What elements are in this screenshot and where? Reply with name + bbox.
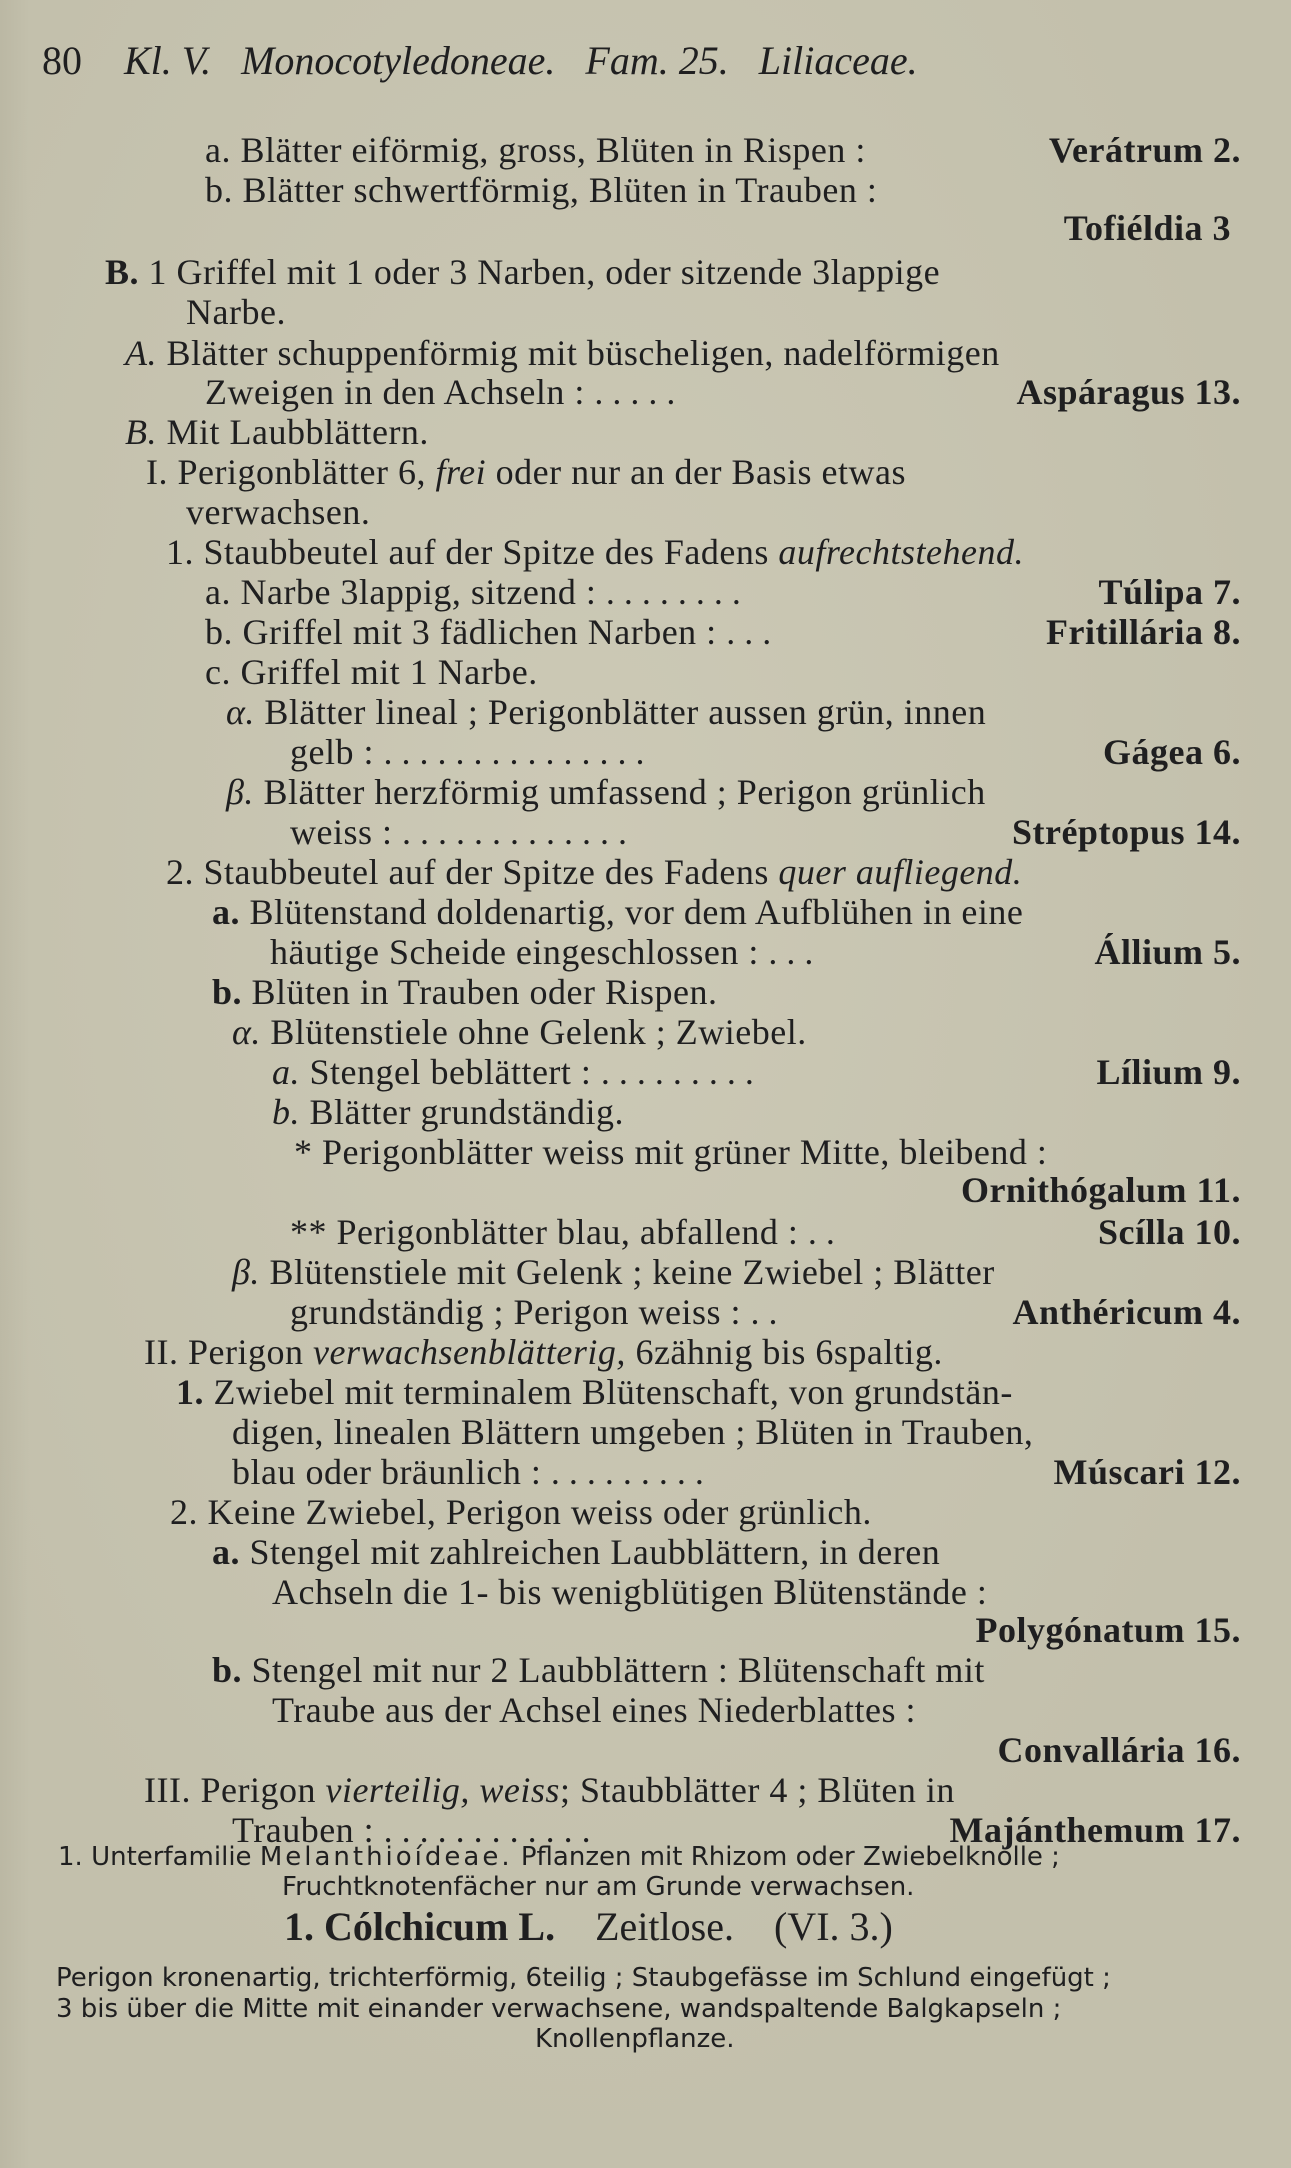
key-line: 2. Keine Zwiebel, Perigon weiss oder grünlich. xyxy=(170,1492,872,1532)
family-number: Fam. 25. xyxy=(585,38,729,83)
running-header xyxy=(42,38,948,84)
key-line: digen, linealen Blättern umgeben ; Blüten in Trauben, xyxy=(232,1412,1034,1452)
key-line: grundständig ; Perigon weiss : .. xyxy=(290,1292,787,1332)
genus-heading xyxy=(284,1904,893,1950)
key-line: ** Perigonblätter blau, abfallend : .. xyxy=(290,1212,844,1252)
key-line: Zweigen in den Achseln : ..... xyxy=(205,372,685,412)
key-line: b. Blätter grundständig. xyxy=(272,1092,624,1132)
key-line: weiss : ............. xyxy=(290,812,636,852)
key-line: b. Griffel mit 3 fädlichen Narben : ... xyxy=(205,612,781,652)
key-line: häutige Scheide eingeschlossen : ... xyxy=(270,932,823,972)
genus-ref: Túlipa 7. xyxy=(1098,572,1241,612)
family-name: Liliaceae. xyxy=(758,38,918,83)
genus-ref: Gágea 6. xyxy=(1103,732,1241,772)
genus-ref: Anthéricum 4. xyxy=(1012,1292,1241,1332)
key-line: gelb : ............... xyxy=(290,732,654,772)
genus-name: 1. Cólchicum L. xyxy=(284,1904,556,1949)
description-line: 3 bis über die Mitte mit einander verwachsene, wandspaltende Balgkapseln ; xyxy=(56,1994,1062,2024)
description-line: Knollenpflanze. xyxy=(535,2024,735,2054)
genus-ref: Ornithógalum 11. xyxy=(960,1170,1241,1210)
key-line: a. Narbe 3lappig, sitzend : ........ xyxy=(205,572,750,612)
genus-ref: Scílla 10. xyxy=(1097,1212,1241,1252)
key-line: * Perigonblätter weiss mit grüner Mitte, bleibend : xyxy=(294,1132,1048,1172)
key-line: B. 1 Griffel mit 1 oder 3 Narben, oder sitzende 3lappige xyxy=(105,252,941,292)
key-line: β. Blütenstiele mit Gelenk ; keine Zwiebel ; Blätter xyxy=(232,1252,995,1292)
description-line: Perigon kronenartig, trichterförmig, 6teilig ; Staubgefässe im Schlund eingefügt ; xyxy=(56,1963,1111,1993)
class-label: Kl. V. xyxy=(124,38,212,83)
key-line: B. Mit Laubblättern. xyxy=(125,412,429,452)
genus-ref: Majánthemum 17. xyxy=(949,1810,1241,1850)
key-line: c. Griffel mit 1 Narbe. xyxy=(205,652,538,692)
key-line: Narbe. xyxy=(186,292,286,332)
genus-ref: Polygónatum 15. xyxy=(975,1610,1241,1650)
subfamily-line: Fruchtknotenfächer nur am Grunde verwachsen. xyxy=(282,1872,915,1902)
flowering-time: (VI. 3.) xyxy=(773,1904,893,1949)
genus-common-name: Zeitlose. xyxy=(595,1904,734,1949)
key-line: Traube aus der Achsel eines Niederblattes : xyxy=(272,1690,916,1730)
genus-ref: Múscari 12. xyxy=(1053,1452,1241,1492)
key-line: a. Stengel mit zahlreichen Laubblättern, in deren xyxy=(212,1532,941,1572)
key-line: I. Perigonblätter 6, frei oder nur an der Basis etwas xyxy=(146,452,906,492)
genus-ref: Tofiéldia 3 xyxy=(1063,208,1231,248)
genus-ref: Fritillária 8. xyxy=(1046,612,1241,652)
key-line: b. Blüten in Trauben oder Rispen. xyxy=(212,972,718,1012)
key-line: b. Stengel mit nur 2 Laubblättern : Blütenschaft mit xyxy=(212,1650,985,1690)
page-number: 80 xyxy=(42,38,82,83)
key-line: Achseln die 1- bis wenigblütigen Blütenstände : xyxy=(272,1572,988,1612)
key-line: A. Blätter schuppenförmig mit büscheligen, nadelförmigen xyxy=(125,333,1000,373)
genus-ref: Convallária 16. xyxy=(997,1730,1241,1770)
key-line: blau oder bräunlich : ......... xyxy=(232,1452,713,1492)
key-line: α. Blätter lineal ; Perigonblätter aussen grün, innen xyxy=(226,692,987,732)
key-line: a. Stengel beblättert : ......... xyxy=(272,1052,763,1092)
key-line: 1. Staubbeutel auf der Spitze des Fadens aufrechtstehend. xyxy=(166,532,1024,572)
key-line: β. Blätter herzförmig umfassend ; Perigon grünlich xyxy=(226,772,986,812)
genus-ref: Aspáragus 13. xyxy=(1016,372,1241,412)
genus-ref: Lílium 9. xyxy=(1096,1052,1241,1092)
genus-ref: Verátrum 2. xyxy=(1048,130,1241,170)
key-line: Trauben : ............ xyxy=(232,1810,600,1850)
key-line: verwachsen. xyxy=(186,492,371,532)
key-line: 1. Zwiebel mit terminalem Blütenschaft, von grundstän- xyxy=(176,1372,1013,1412)
subfamily-line: 1. Unterfamilie Melanthioídeae. Pflanzen mit Rhizom oder Zwiebelknolle ; xyxy=(58,1842,1060,1872)
key-line: a. Blütenstand doldenartig, vor dem Aufblühen in eine xyxy=(212,892,1024,932)
key-line: α. Blütenstiele ohne Gelenk ; Zwiebel. xyxy=(232,1012,807,1052)
key-line: III. Perigon vierteilig, weiss; Staubblätter 4 ; Blüten in xyxy=(144,1770,955,1810)
key-line: b. Blätter schwertförmig, Blüten in Trauben : xyxy=(205,170,878,210)
key-line: 2. Staubbeutel auf der Spitze des Fadens quer aufliegend. xyxy=(166,852,1023,892)
group-name: Monocotyledoneae. xyxy=(241,38,556,83)
genus-ref: Állium 5. xyxy=(1094,932,1241,972)
key-line: a. Blätter eiförmig, gross, Blüten in Rispen : xyxy=(205,130,866,170)
genus-ref: Stréptopus 14. xyxy=(1011,812,1241,852)
key-line: II. Perigon verwachsenblätterig, 6zähnig bis 6spaltig. xyxy=(144,1332,943,1372)
